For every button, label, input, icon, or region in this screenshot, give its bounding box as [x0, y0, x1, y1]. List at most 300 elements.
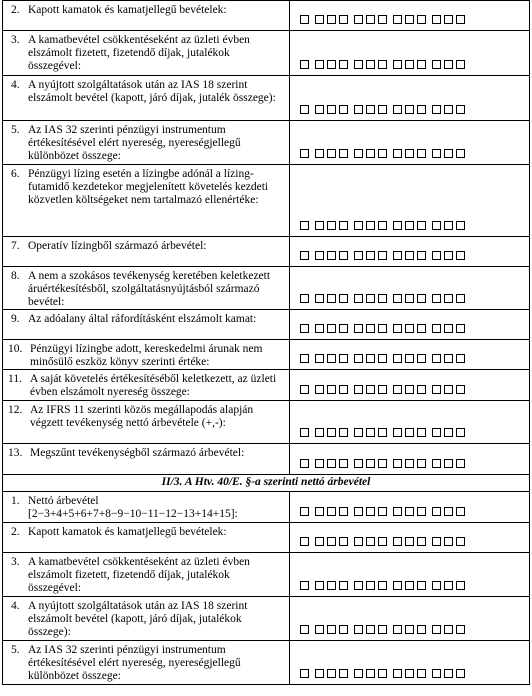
digit-box[interactable]	[366, 251, 375, 260]
digit-box[interactable]	[432, 354, 441, 363]
digit-box[interactable]	[300, 221, 309, 230]
digit-box[interactable]	[339, 507, 348, 516]
form-row	[2, 267, 530, 310]
digit-box[interactable]	[354, 625, 363, 634]
digit-box-row	[300, 625, 465, 634]
row-label-cell	[2, 76, 290, 120]
digit-box[interactable]	[417, 625, 426, 634]
digit-box[interactable]	[417, 354, 426, 363]
form-row	[2, 370, 530, 401]
digit-group	[393, 581, 426, 590]
digit-box[interactable]	[444, 581, 453, 590]
digit-group	[315, 669, 348, 678]
digit-box[interactable]	[315, 105, 324, 114]
digit-box[interactable]	[444, 294, 453, 303]
row-number: 3.	[11, 34, 20, 46]
digit-group	[354, 669, 387, 678]
digit-box[interactable]	[393, 324, 402, 333]
digit-box[interactable]	[444, 507, 453, 516]
digit-group	[300, 324, 309, 333]
digit-box[interactable]	[300, 537, 309, 546]
digit-box[interactable]	[339, 428, 348, 437]
digit-box[interactable]	[405, 294, 414, 303]
digit-box[interactable]	[393, 354, 402, 363]
digit-group	[354, 15, 387, 24]
digit-box[interactable]	[315, 324, 324, 333]
digit-box[interactable]	[417, 251, 426, 260]
digit-box[interactable]	[393, 149, 402, 158]
digit-box[interactable]	[354, 251, 363, 260]
digit-box[interactable]	[417, 221, 426, 230]
digit-box[interactable]	[432, 581, 441, 590]
row-description: Operatív lízingből származó árbevétel:	[28, 240, 207, 252]
digit-box[interactable]	[327, 507, 336, 516]
digit-box[interactable]	[327, 669, 336, 678]
digit-box[interactable]	[417, 60, 426, 69]
digit-box[interactable]	[327, 324, 336, 333]
digit-box[interactable]	[315, 294, 324, 303]
digit-box[interactable]	[405, 149, 414, 158]
digit-box[interactable]	[300, 105, 309, 114]
digit-box[interactable]	[456, 625, 465, 634]
digit-box[interactable]	[378, 294, 387, 303]
digit-box[interactable]	[432, 385, 441, 394]
digit-box[interactable]	[300, 60, 309, 69]
digit-box[interactable]	[405, 221, 414, 230]
digit-box[interactable]	[444, 669, 453, 678]
digit-box[interactable]	[444, 354, 453, 363]
digit-group	[354, 251, 387, 260]
digit-box[interactable]	[432, 60, 441, 69]
digit-box[interactable]	[300, 294, 309, 303]
tax-form-table	[2, 0, 530, 694]
digit-box[interactable]	[393, 60, 402, 69]
digit-box[interactable]	[432, 507, 441, 516]
digit-box[interactable]	[456, 294, 465, 303]
digit-box[interactable]	[405, 15, 414, 24]
digit-box[interactable]	[393, 385, 402, 394]
digit-box[interactable]	[366, 221, 375, 230]
digit-box[interactable]	[366, 625, 375, 634]
digit-group	[315, 251, 348, 260]
digit-box[interactable]	[456, 324, 465, 333]
row-label-cell	[2, 401, 290, 443]
digit-group	[315, 294, 348, 303]
digit-box[interactable]	[378, 459, 387, 468]
digit-box[interactable]	[315, 15, 324, 24]
digit-box[interactable]	[339, 251, 348, 260]
digit-box[interactable]	[432, 459, 441, 468]
digit-box[interactable]	[315, 354, 324, 363]
digit-box[interactable]	[393, 221, 402, 230]
digit-box[interactable]	[327, 60, 336, 69]
digit-box[interactable]	[327, 354, 336, 363]
digit-box[interactable]	[417, 294, 426, 303]
digit-box[interactable]	[339, 149, 348, 158]
digit-group	[393, 15, 426, 24]
digit-box[interactable]	[354, 60, 363, 69]
digit-box[interactable]	[315, 625, 324, 634]
digit-box[interactable]	[327, 537, 336, 546]
digit-box[interactable]	[378, 149, 387, 158]
digit-box[interactable]	[378, 105, 387, 114]
digit-group	[432, 149, 465, 158]
digit-box[interactable]	[393, 428, 402, 437]
digit-box[interactable]	[393, 669, 402, 678]
row-description: A kamatbevétel csökkentéseként az üzleti évben elszámolt fizetett, fizetendő díjak, jutalékok összegével:	[28, 556, 250, 595]
digit-box[interactable]	[366, 324, 375, 333]
digit-box[interactable]	[444, 385, 453, 394]
digit-box[interactable]	[417, 428, 426, 437]
digit-box[interactable]	[456, 149, 465, 158]
digit-box[interactable]	[327, 105, 336, 114]
row-description: A nyújtott szolgáltatások után az IAS 18 szerint elszámolt bevétel (kapott, járó díjak, jutalék összege):	[28, 79, 276, 105]
digit-box[interactable]	[339, 354, 348, 363]
digit-box[interactable]	[432, 221, 441, 230]
digit-group	[354, 221, 387, 230]
digit-box[interactable]	[432, 669, 441, 678]
digit-box[interactable]	[300, 251, 309, 260]
digit-box[interactable]	[378, 537, 387, 546]
digit-group	[354, 105, 387, 114]
row-number: 6.	[11, 168, 20, 180]
digit-box[interactable]	[327, 428, 336, 437]
digit-box[interactable]	[444, 537, 453, 546]
digit-group	[432, 354, 465, 363]
digit-box[interactable]	[417, 385, 426, 394]
row-description: Pénzügyi lízingbe adott, kereskedelmi árunak nem minősülő eszköz könyv szerinti értéke:	[30, 343, 263, 369]
digit-box[interactable]	[417, 149, 426, 158]
digit-box[interactable]	[354, 459, 363, 468]
digit-box[interactable]	[315, 60, 324, 69]
digit-box[interactable]	[300, 581, 309, 590]
form-row	[2, 340, 530, 370]
digit-box[interactable]	[456, 385, 465, 394]
digit-box[interactable]	[417, 459, 426, 468]
digit-box[interactable]	[444, 149, 453, 158]
digit-box[interactable]	[378, 15, 387, 24]
digit-box[interactable]	[456, 221, 465, 230]
digit-box[interactable]	[366, 385, 375, 394]
digit-box[interactable]	[432, 537, 441, 546]
digit-box[interactable]	[456, 581, 465, 590]
digit-box[interactable]	[354, 324, 363, 333]
amount-entry-cell	[290, 553, 530, 596]
digit-box[interactable]	[315, 537, 324, 546]
digit-group	[300, 60, 309, 69]
digit-box[interactable]	[378, 507, 387, 516]
row-number: 2.	[11, 526, 20, 538]
digit-box[interactable]	[405, 60, 414, 69]
digit-box[interactable]	[393, 105, 402, 114]
digit-box[interactable]	[405, 537, 414, 546]
digit-box[interactable]	[354, 105, 363, 114]
digit-group	[300, 581, 309, 590]
digit-box[interactable]	[444, 105, 453, 114]
digit-box[interactable]	[378, 251, 387, 260]
digit-box[interactable]	[339, 221, 348, 230]
digit-box[interactable]	[354, 354, 363, 363]
digit-box-row	[300, 60, 465, 69]
digit-box[interactable]	[393, 251, 402, 260]
digit-group	[315, 625, 348, 634]
digit-box[interactable]	[417, 581, 426, 590]
digit-box[interactable]	[444, 60, 453, 69]
row-label-cell	[2, 165, 290, 236]
digit-group	[432, 669, 465, 678]
digit-group	[432, 385, 465, 394]
row-number: 11.	[8, 373, 22, 385]
digit-box[interactable]	[432, 105, 441, 114]
form-row	[2, 121, 530, 165]
digit-box[interactable]	[339, 324, 348, 333]
digit-box[interactable]	[327, 459, 336, 468]
digit-box[interactable]	[405, 669, 414, 678]
digit-box[interactable]	[405, 251, 414, 260]
digit-box[interactable]	[366, 537, 375, 546]
amount-entry-cell	[290, 370, 530, 400]
digit-group	[315, 105, 348, 114]
digit-group	[300, 507, 309, 516]
digit-box[interactable]	[300, 354, 309, 363]
digit-box[interactable]	[456, 60, 465, 69]
digit-box[interactable]	[432, 294, 441, 303]
digit-box[interactable]	[339, 105, 348, 114]
digit-box[interactable]	[339, 385, 348, 394]
digit-box[interactable]	[405, 324, 414, 333]
digit-group	[300, 385, 309, 394]
digit-box[interactable]	[354, 15, 363, 24]
digit-box[interactable]	[456, 105, 465, 114]
digit-box[interactable]	[366, 581, 375, 590]
digit-box[interactable]	[417, 669, 426, 678]
digit-box[interactable]	[405, 354, 414, 363]
digit-box[interactable]	[300, 428, 309, 437]
digit-box[interactable]	[339, 459, 348, 468]
digit-box[interactable]	[339, 669, 348, 678]
digit-box[interactable]	[378, 669, 387, 678]
digit-box[interactable]	[300, 625, 309, 634]
digit-box[interactable]	[417, 324, 426, 333]
digit-group	[315, 354, 348, 363]
digit-box[interactable]	[354, 385, 363, 394]
row-label-cell	[2, 121, 290, 164]
digit-box[interactable]	[366, 149, 375, 158]
digit-box[interactable]	[354, 294, 363, 303]
digit-box[interactable]	[300, 669, 309, 678]
digit-box[interactable]	[339, 581, 348, 590]
digit-box[interactable]	[432, 15, 441, 24]
digit-group	[315, 537, 348, 546]
digit-box[interactable]	[393, 625, 402, 634]
digit-box[interactable]	[444, 221, 453, 230]
digit-group	[354, 507, 387, 516]
amount-entry-cell	[290, 401, 530, 443]
digit-box[interactable]	[366, 669, 375, 678]
digit-box[interactable]	[327, 581, 336, 590]
digit-group	[432, 15, 465, 24]
digit-box[interactable]	[444, 459, 453, 468]
digit-box[interactable]	[300, 385, 309, 394]
digit-box[interactable]	[378, 354, 387, 363]
digit-box[interactable]	[444, 625, 453, 634]
digit-box[interactable]	[417, 507, 426, 516]
digit-box[interactable]	[366, 15, 375, 24]
digit-box[interactable]	[339, 294, 348, 303]
row-label-cell	[2, 31, 290, 75]
digit-group	[300, 537, 309, 546]
row-number: 4.	[11, 79, 20, 91]
digit-box[interactable]	[366, 294, 375, 303]
digit-group	[393, 221, 426, 230]
digit-box[interactable]	[405, 507, 414, 516]
digit-box[interactable]	[315, 459, 324, 468]
digit-box[interactable]	[354, 537, 363, 546]
row-description: Az IFRS 11 szerinti közös megállapodás alapján végzett tevékenység nettó árbevétele (+,-):	[30, 404, 254, 430]
digit-group	[393, 625, 426, 634]
digit-box[interactable]	[300, 149, 309, 158]
row-number: 3.	[11, 556, 20, 568]
digit-box[interactable]	[378, 385, 387, 394]
digit-box[interactable]	[393, 459, 402, 468]
digit-box[interactable]	[456, 507, 465, 516]
digit-box[interactable]	[366, 507, 375, 516]
digit-box[interactable]	[393, 294, 402, 303]
digit-box[interactable]	[393, 581, 402, 590]
digit-box[interactable]	[315, 669, 324, 678]
row-label-cell	[2, 553, 290, 596]
digit-group	[393, 149, 426, 158]
row-label-cell	[2, 523, 290, 552]
digit-box[interactable]	[354, 221, 363, 230]
row-description: A nem a szokásos tevékenység keretében keletkezett áruértékesítésből, szolgáltatásnyújtásból származó bevétel:	[28, 270, 271, 309]
digit-box[interactable]	[456, 15, 465, 24]
digit-box[interactable]	[354, 149, 363, 158]
digit-group	[432, 221, 465, 230]
digit-box[interactable]	[417, 105, 426, 114]
digit-box[interactable]	[405, 428, 414, 437]
digit-box[interactable]	[378, 581, 387, 590]
digit-box[interactable]	[339, 625, 348, 634]
digit-box[interactable]	[315, 507, 324, 516]
digit-group	[315, 221, 348, 230]
digit-box[interactable]	[327, 15, 336, 24]
digit-box[interactable]	[354, 428, 363, 437]
digit-box[interactable]	[354, 581, 363, 590]
digit-box-row	[300, 105, 465, 114]
digit-box[interactable]	[432, 428, 441, 437]
digit-box[interactable]	[327, 149, 336, 158]
digit-box-row	[300, 428, 465, 437]
digit-group	[432, 459, 465, 468]
digit-box[interactable]	[405, 581, 414, 590]
digit-group	[300, 294, 309, 303]
digit-box[interactable]	[300, 15, 309, 24]
digit-box[interactable]	[405, 625, 414, 634]
digit-box[interactable]	[432, 324, 441, 333]
row-number: 13.	[8, 447, 23, 459]
digit-box[interactable]	[444, 428, 453, 437]
digit-box[interactable]	[456, 251, 465, 260]
digit-box[interactable]	[339, 60, 348, 69]
digit-box[interactable]	[405, 385, 414, 394]
digit-box[interactable]	[327, 625, 336, 634]
digit-group	[300, 149, 309, 158]
amount-entry-cell	[290, 1, 530, 30]
digit-box[interactable]	[378, 625, 387, 634]
digit-group	[354, 625, 387, 634]
digit-box[interactable]	[366, 428, 375, 437]
digit-box[interactable]	[456, 428, 465, 437]
digit-box[interactable]	[393, 15, 402, 24]
digit-box[interactable]	[456, 537, 465, 546]
digit-group	[315, 428, 348, 437]
digit-box-row	[300, 537, 465, 546]
digit-box[interactable]	[354, 669, 363, 678]
digit-box[interactable]	[315, 581, 324, 590]
digit-box[interactable]	[417, 15, 426, 24]
digit-box[interactable]	[378, 428, 387, 437]
digit-box[interactable]	[300, 507, 309, 516]
digit-box[interactable]	[315, 385, 324, 394]
digit-box[interactable]	[405, 459, 414, 468]
digit-box[interactable]	[339, 15, 348, 24]
digit-box[interactable]	[366, 60, 375, 69]
digit-box[interactable]	[366, 105, 375, 114]
digit-box[interactable]	[315, 428, 324, 437]
digit-box[interactable]	[456, 669, 465, 678]
row-number: 5.	[11, 124, 20, 136]
digit-box[interactable]	[327, 385, 336, 394]
digit-box[interactable]	[378, 221, 387, 230]
digit-box[interactable]	[327, 221, 336, 230]
digit-group	[315, 324, 348, 333]
digit-box[interactable]	[417, 537, 426, 546]
digit-box[interactable]	[378, 60, 387, 69]
digit-box[interactable]	[327, 294, 336, 303]
digit-box[interactable]	[456, 459, 465, 468]
digit-box[interactable]	[432, 251, 441, 260]
digit-group	[393, 60, 426, 69]
digit-box[interactable]	[432, 625, 441, 634]
digit-box[interactable]	[366, 354, 375, 363]
digit-box-row	[300, 324, 465, 333]
digit-box[interactable]	[444, 251, 453, 260]
form-row	[2, 523, 530, 553]
digit-box[interactable]	[456, 354, 465, 363]
digit-box[interactable]	[327, 251, 336, 260]
digit-box[interactable]	[315, 221, 324, 230]
digit-box[interactable]	[315, 149, 324, 158]
digit-box[interactable]	[300, 459, 309, 468]
row-number: 1.	[11, 495, 20, 507]
digit-box[interactable]	[315, 251, 324, 260]
digit-box[interactable]	[366, 459, 375, 468]
digit-box[interactable]	[444, 15, 453, 24]
digit-box[interactable]	[393, 537, 402, 546]
amount-entry-cell	[290, 444, 530, 474]
digit-box[interactable]	[354, 507, 363, 516]
digit-box[interactable]	[444, 324, 453, 333]
digit-box[interactable]	[378, 324, 387, 333]
digit-box[interactable]	[405, 105, 414, 114]
digit-group	[432, 324, 465, 333]
digit-box[interactable]	[339, 537, 348, 546]
digit-box[interactable]	[300, 324, 309, 333]
digit-box[interactable]	[393, 507, 402, 516]
digit-box[interactable]	[432, 149, 441, 158]
row-description: Az IAS 32 szerinti pénzügyi instrumentum értékesítésével elért nyereség, nyereségjellegű különbözet összege:	[28, 644, 241, 683]
